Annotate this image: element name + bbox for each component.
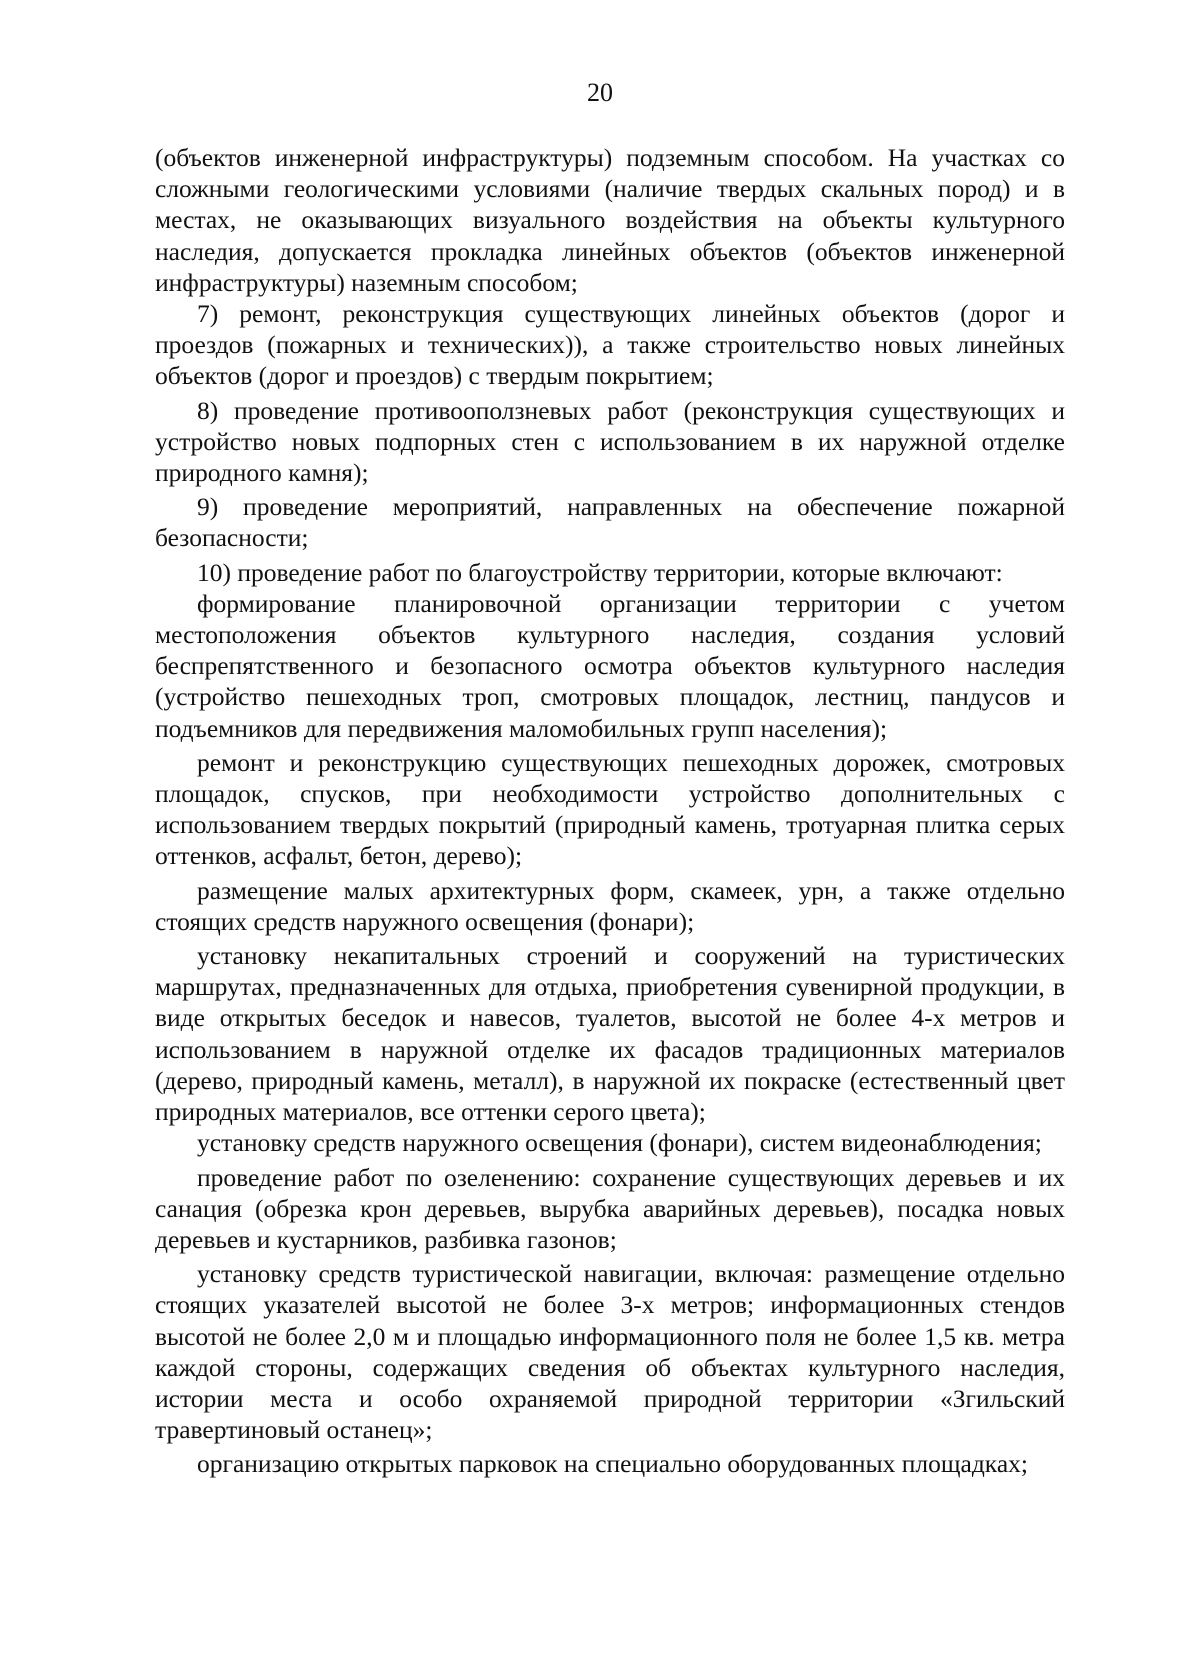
paragraph-tourist-navigation: установку средств туристической навигации, включая: размещение отдельно стоящих указателей высотой не более 3-х метров; информационных стендов высотой не более 2,0 м и площадью информационного поля не более 1,5 кв. метра каждой стороны, содержащих сведения об объектах культурного наследия, истории места и особо охраняемой природной территории «Згильский травертиновый останец»; [155, 1259, 1065, 1445]
paragraph-item-10: 10) проведение работ по благоустройству территории, которые включают: [197, 557, 1003, 587]
paragraph-planning-organization: формирование планировочной организации территории с учетом местоположения объектов культурного наследия, создания условий беспрепятственного и безопасного осмотра объектов культурного наследия (устройство пешеходных троп, смотровых площадок, лестниц, пандусов и подъемников для передвижения маломобильных групп населения); [155, 588, 1065, 743]
paragraph-non-capital-structures: установку некапитальных строений и сооружений на туристических маршрутах, предназначенных для отдыха, приобретения сувенирной продукции, в виде открытых беседок и навесов, туалетов, высотой не более 4-х метров и использованием в наружной отделке их фасадов традиционных материалов (дерево, природный камень, металл), в наружной их покраске (естественный цвет природных материалов, все оттенки серого цвета); [155, 941, 1065, 1127]
paragraph-footpaths-repair: ремонт и реконструкцию существующих пешеходных дорожек, смотровых площадок, спусков, при необходимости устройство дополнительных с использованием твердых покрытий (природный камень, тротуарная плитка серых оттенков, асфальт, бетон, дерево); [155, 747, 1065, 871]
paragraph-parking: организацию открытых парковок на специально оборудованных площадках; [197, 1449, 1028, 1479]
paragraph-small-architectural-forms: размещение малых архитектурных форм, скамеек, урн, а также отдельно стоящих средств наружного освещения (фонари); [155, 875, 1065, 936]
paragraph-landscaping: проведение работ по озеленению: сохранение существующих деревьев и их санация (обрезка крон деревьев, вырубка аварийных деревьев), посадка новых деревьев и кустарников, разбивка газонов; [155, 1162, 1065, 1254]
document-body [155, 142, 1065, 1480]
paragraph-lighting-surveillance: установку средств наружного освещения (фонари), систем видеонаблюдения; [197, 1128, 1042, 1158]
paragraph-item-7: 7) ремонт, реконструкция существующих линейных объектов (дорог и проездов (пожарных и технических)), а также строительство новых линейных объектов (дорог и проездов) с твердым покрытием; [155, 299, 1065, 391]
paragraph-item-8: 8) проведение противооползневых работ (реконструкция существующих и устройство новых подпорных стен с использованием в их наружной отделке природного камня); [155, 395, 1065, 488]
paragraph-continuation: (объектов инженерной инфраструктуры) подземным способом. На участках со сложными геологическими условиями (наличие твердых скальных пород) и в местах, не оказывающих визуального воздействия на объекты культурного наследия, допускается прокладка линейных объектов (объектов инженерной инфраструктуры) наземным способом; [155, 143, 1065, 297]
paragraph-item-9: 9) проведение мероприятий, направленных на обеспечение пожарной безопасности; [155, 492, 1065, 553]
page-number: 20 [587, 78, 613, 107]
